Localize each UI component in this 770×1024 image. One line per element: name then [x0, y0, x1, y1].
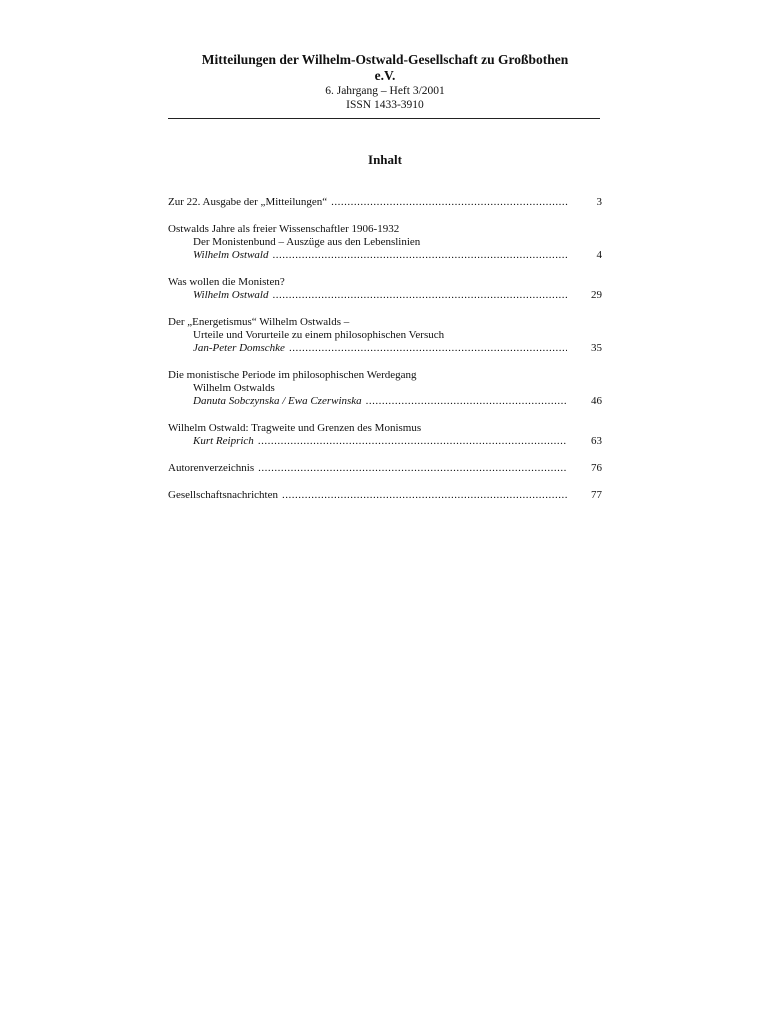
toc-page-number: 76 — [591, 462, 602, 474]
toc-author-line — [168, 435, 602, 448]
toc-entry-title: Was wollen die Monisten? — [168, 276, 285, 288]
toc-entry-title: Wilhelm Ostwalds — [193, 382, 275, 394]
toc-entry-title-text: Autorenverzeichnis — [168, 462, 255, 474]
toc-author: Wilhelm Ostwald — [193, 289, 269, 301]
toc-entry-title-text: Zur 22. Ausgabe der „Mitteilungen“ — [168, 196, 328, 208]
dot-leader — [331, 196, 568, 209]
toc-entry — [168, 369, 602, 408]
toc-page-number: 63 — [591, 435, 602, 447]
dot-leader — [282, 489, 567, 502]
contents-heading: Inhalt — [368, 152, 402, 167]
document-page — [168, 52, 602, 516]
toc-page-number: 3 — [596, 196, 602, 208]
journal-title: Mitteilungen der Wilhelm-Ostwald-Gesellschaft zu Großbothen — [201, 52, 569, 67]
toc-entry-title-text: Gesellschaftsnachrichten — [168, 489, 278, 501]
dot-leader — [366, 395, 567, 408]
toc-entry-title: Der Monistenbund – Auszüge aus den Lebenslinien — [193, 236, 421, 248]
toc-author-line — [168, 249, 602, 262]
dot-leader — [258, 435, 567, 448]
toc-entry — [168, 223, 602, 262]
toc-page-number: 4 — [596, 249, 602, 261]
toc-entry-title — [168, 462, 602, 475]
toc-entry-title: Ostwalds Jahre als freier Wissenschaftler 1906-1932 — [168, 223, 400, 235]
issn: ISSN 1433-3910 — [346, 99, 424, 111]
toc-author-line — [168, 342, 602, 355]
toc-entry-title — [168, 489, 602, 502]
toc-author: Jan-Peter Domschke — [193, 342, 285, 354]
toc-author-line — [168, 395, 602, 408]
toc-entry — [168, 276, 602, 302]
toc-entry — [168, 489, 602, 502]
journal-title-suffix: e.V. — [374, 68, 396, 83]
toc-entry-title: Der „Energetismus“ Wilhelm Ostwalds – — [168, 316, 350, 328]
dot-leader — [258, 462, 567, 475]
toc-entry — [168, 316, 602, 355]
issue-info: 6. Jahrgang – Heft 3/2001 — [325, 85, 445, 97]
toc-entry-title: Wilhelm Ostwald: Tragweite und Grenzen des Monismus — [168, 422, 422, 434]
toc-entry-title: Urteile und Vorurteile zu einem philosophischen Versuch — [193, 329, 445, 341]
table-of-contents — [168, 196, 602, 502]
toc-entry-title — [168, 196, 602, 209]
header-divider — [168, 118, 600, 119]
toc-page-number: 77 — [591, 489, 602, 501]
toc-page-number: 29 — [591, 289, 602, 301]
dot-leader — [289, 342, 567, 355]
toc-entry — [168, 196, 602, 209]
toc-author: Danuta Sobczynska / Ewa Czerwinska — [193, 395, 362, 407]
toc-entry-title: Die monistische Periode im philosophischen Werdegang — [168, 369, 417, 381]
toc-author-line — [168, 289, 602, 302]
toc-page-number: 46 — [591, 395, 602, 407]
dot-leader — [272, 289, 567, 302]
toc-author: Wilhelm Ostwald — [193, 249, 269, 261]
toc-author: Kurt Reiprich — [193, 435, 254, 447]
dot-leader — [272, 249, 568, 262]
toc-entry — [168, 422, 602, 448]
toc-entry — [168, 462, 602, 475]
toc-page-number: 35 — [591, 342, 602, 354]
